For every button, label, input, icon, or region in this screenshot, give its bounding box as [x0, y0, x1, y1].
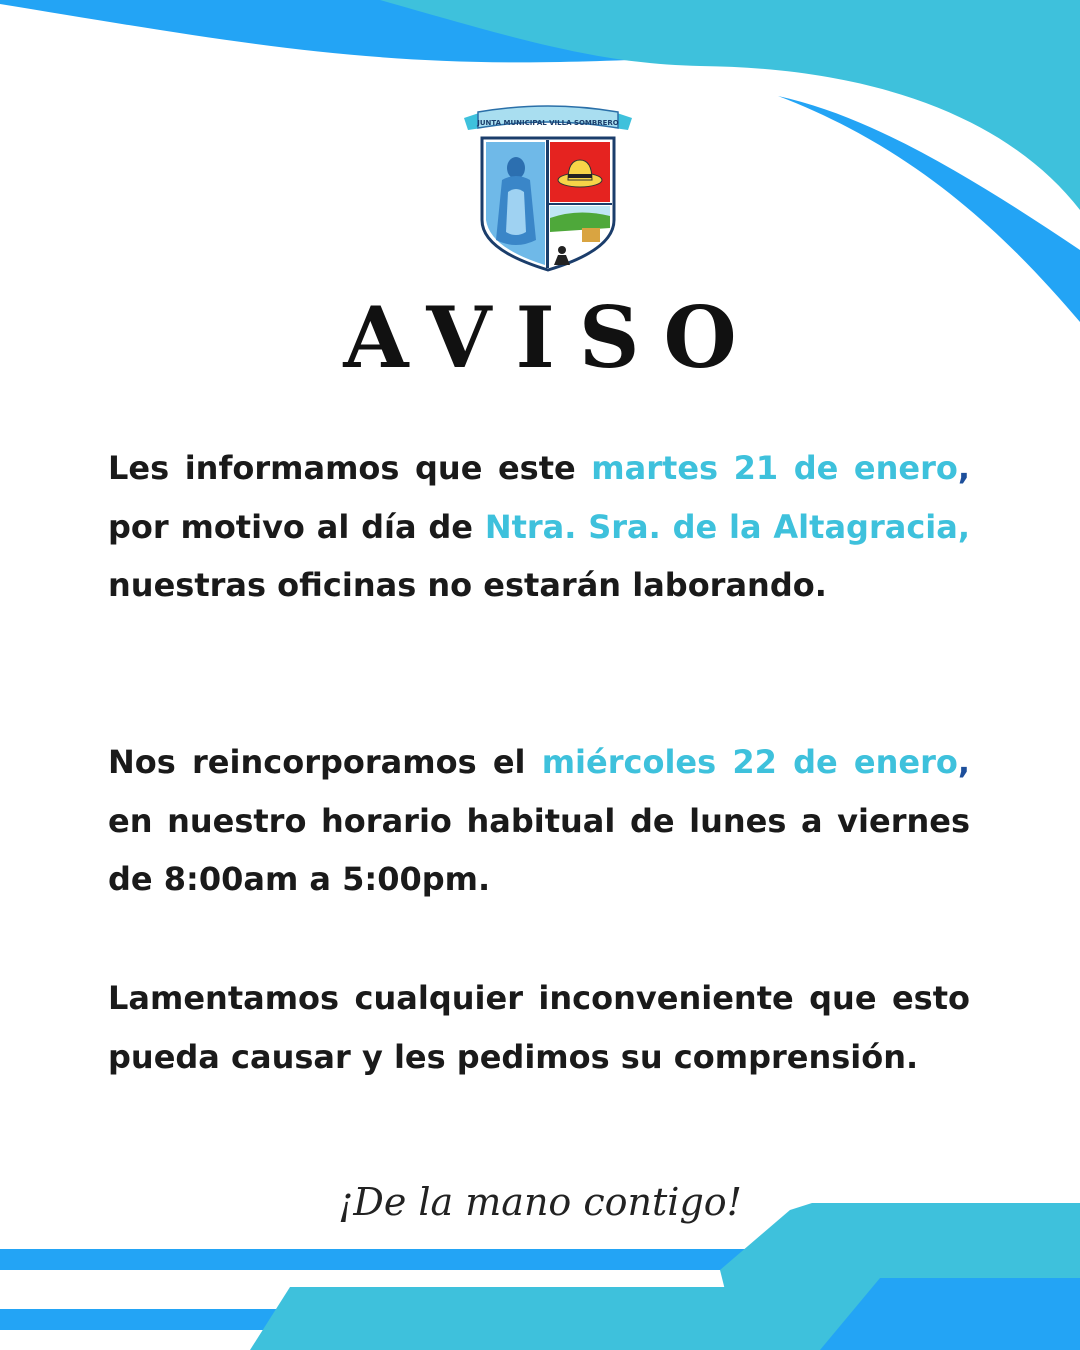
- comma: ,: [957, 449, 971, 487]
- slogan: ¡De la mano contigo!: [338, 1180, 742, 1224]
- text-segment: Nos reincorporamos el: [108, 743, 542, 781]
- municipal-crest-icon: [458, 100, 638, 278]
- text-segment: en nuestro horario habitual de lunes a viernes de 8:00am a 5:00pm.: [108, 801, 970, 898]
- apology-paragraph: [108, 969, 970, 1086]
- notice-title: AVISO: [343, 288, 761, 387]
- text-segment: Les informamos que este: [108, 449, 592, 487]
- comma: ,: [957, 743, 971, 781]
- text-segment: por motivo al día de: [108, 507, 485, 546]
- text-segment: nuestras oficinas no estarán laborando.: [108, 566, 827, 604]
- return-paragraph: [108, 733, 970, 909]
- closure-paragraph: [108, 439, 970, 615]
- text-segment: Lamentamos cualquier inconveniente que esto pueda causar y les pedimos su comprensión.: [108, 979, 970, 1076]
- crest-banner-text: JUNTA MUNICIPAL VILLA SOMBRERO: [477, 119, 619, 127]
- date-highlight: martes 21 de enero: [591, 449, 958, 487]
- date-highlight: miércoles 22 de enero: [541, 743, 958, 781]
- holiday-highlight: Ntra. Sra. de la Altagracia,: [484, 507, 971, 546]
